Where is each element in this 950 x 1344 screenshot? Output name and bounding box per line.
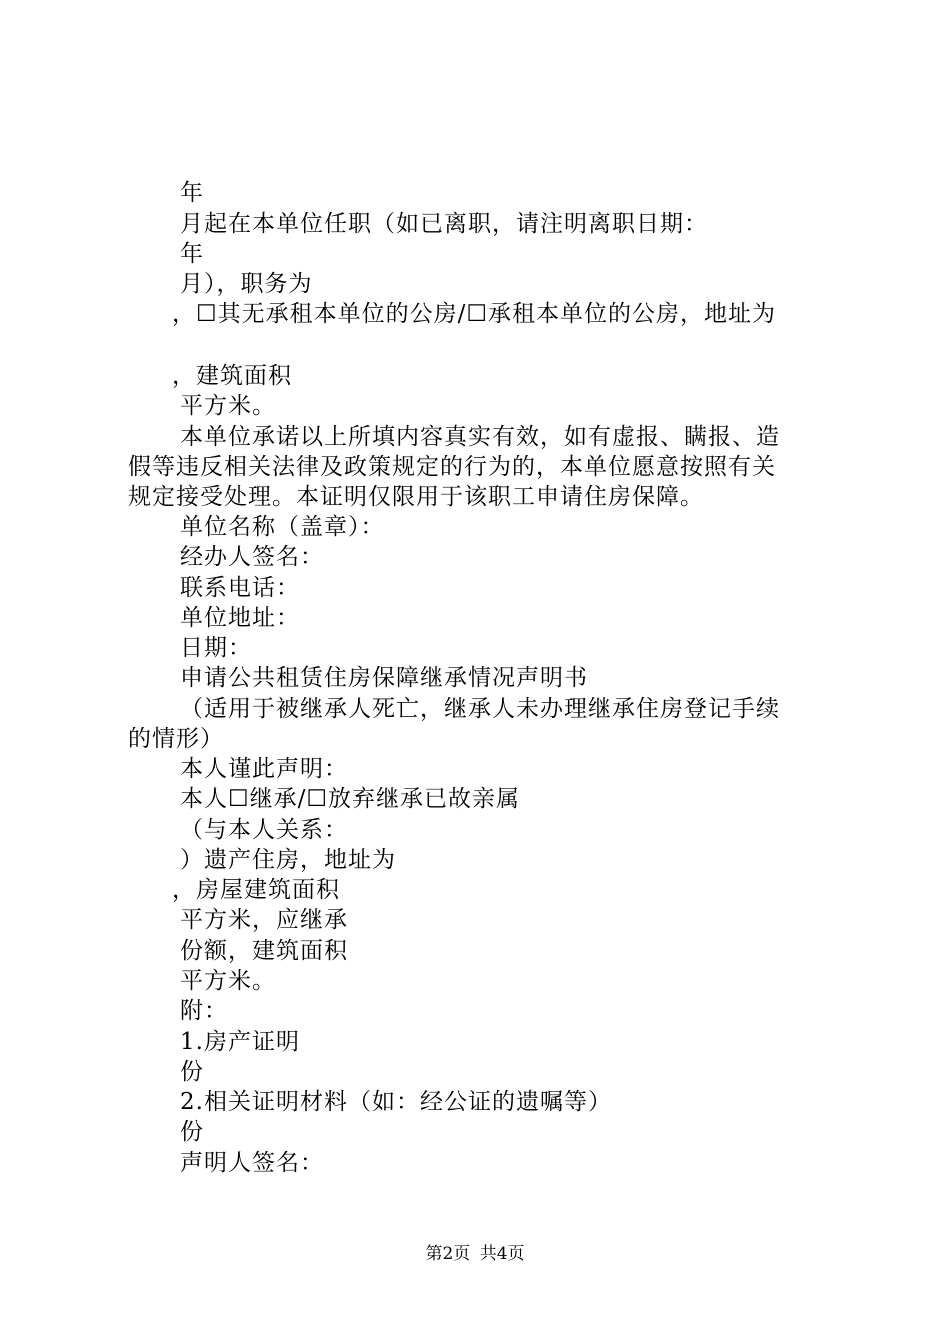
text-line: 本人☐继承/☐放弃继承已故亲属 — [180, 786, 520, 812]
paragraph-line: 本单位承诺以上所填内容真实有效，如有虚报、瞒报、造 — [180, 424, 780, 450]
text-line: 平方米，应继承 — [180, 907, 348, 933]
text-line: 平方米。 — [180, 968, 276, 994]
paragraph-line: 的情形） — [128, 726, 224, 752]
text-line: 年 — [180, 241, 204, 267]
attachment-item: 1.房产证明 — [180, 1029, 300, 1055]
attachment-count: 份 — [180, 1059, 204, 1085]
text-line: 年 — [180, 180, 204, 206]
text-line: ，☐其无承租本单位的公房/☐承租本单位的公房，地址为 — [172, 301, 776, 327]
unit-address-label: 单位地址： — [180, 605, 300, 631]
text-line: （与本人关系： — [180, 817, 348, 843]
declarant-signature-label: 声明人签名： — [180, 1150, 324, 1176]
handler-signature-label: 经办人签名： — [180, 544, 324, 570]
text-line: 份额，建筑面积 — [180, 938, 348, 964]
text-line: 本人谨此声明： — [180, 756, 348, 782]
total-pages: 共4页 — [479, 1244, 525, 1264]
paragraph-line: 规定接受处理。本证明仅限用于该职工申请住房保障。 — [128, 484, 704, 510]
text-line: 月起在本单位任职（如已离职，请注明离职日期： — [180, 211, 708, 237]
text-line: 平方米。 — [180, 393, 276, 419]
phone-label: 联系电话： — [180, 575, 300, 601]
paragraph-line: 假等违反相关法律及政策规定的行为的，本单位愿意按照有关 — [128, 454, 776, 480]
text-line: ，房屋建筑面积 — [172, 877, 340, 903]
text-line: ，建筑面积 — [172, 363, 292, 389]
paragraph-line: （适用于被继承人死亡，继承人未办理继承住房登记手续 — [180, 696, 780, 722]
unit-name-label: 单位名称（盖章）： — [180, 514, 385, 540]
page-number: 第2页 — [425, 1244, 471, 1264]
page-footer — [0, 1242, 950, 1266]
attachment-heading: 附： — [180, 998, 228, 1024]
text-line: 月），职务为 — [180, 271, 313, 297]
text-line: ）遗产住房，地址为 — [180, 847, 396, 873]
section-title: 申请公共租赁住房保障继承情况声明书 — [180, 665, 588, 691]
attachment-item: 2.相关证明材料（如：经公证的遗嘱等） — [180, 1089, 612, 1115]
attachment-count: 份 — [180, 1119, 204, 1145]
date-label: 日期： — [180, 635, 252, 661]
